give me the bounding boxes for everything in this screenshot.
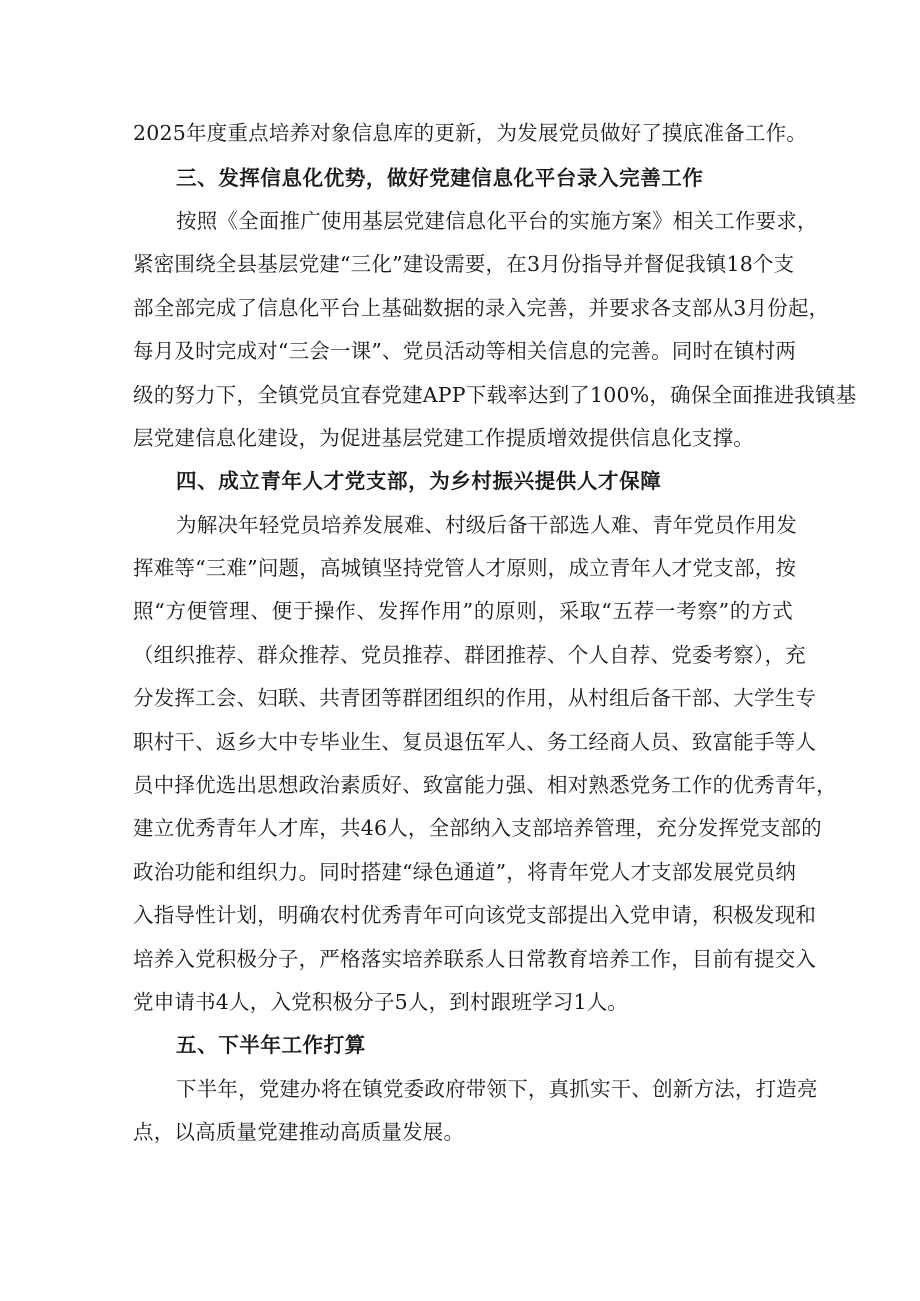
paragraph-line: 建立优秀青年人才库，共46人，全部纳入支部培养管理，充分发挥党支部的 — [133, 816, 822, 840]
paragraph-line: 政治功能和组织力。同时搭建“绿色通道”，将青年党人才支部发展党员纳 — [133, 860, 797, 884]
paragraph-line: 紧密围绕全县基层党建“三化”建设需要，在3月份指导并督促我镇18个支 — [133, 252, 795, 276]
paragraph-line: 为解决年轻党员培养发展难、村级后备干部选人难、青年党员作用发 — [176, 513, 797, 537]
paragraph-line: 入指导性计划，明确农村优秀青年可向该党支部提出入党申请，积极发现和 — [133, 903, 817, 927]
paragraph-line: 点，以高质量党建推动高质量发展。 — [133, 1120, 465, 1144]
paragraph-line: 部全部完成了信息化平台上基础数据的录入完善，并要求各支部从3月份起， — [133, 296, 830, 320]
paragraph-line: 照“方便管理、便于操作、发挥作用”的原则，采取“五荐一考察”的方式 — [133, 599, 793, 623]
paragraph-line: 下半年，党建办将在镇党委政府带领下，真抓实干、创新方法，打造亮 — [176, 1077, 818, 1101]
paragraph-line: 职村干、返乡大中专毕业生、复员退伍军人、务工经商人员、致富能手等人 — [133, 730, 817, 754]
paragraph-line: 级的努力下，全镇党员宜春党建APP下载率达到了100%，确保全面推进我镇基 — [133, 383, 857, 407]
paragraph-line: 挥难等“三难”问题，高城镇坚持党管人才原则，成立青年人才党支部，按 — [133, 556, 797, 580]
section-heading-5: 五、下半年工作打算 — [176, 1033, 366, 1057]
paragraph-line: 每月及时完成对“三会一课”、党员活动等相关信息的完善。同时在镇村两 — [133, 339, 797, 363]
paragraph-line: 2025年度重点培养对象信息库的更新，为发展党员做好了摸底准备工作。 — [133, 121, 807, 145]
paragraph-line: 培养入党积极分子，严格落实培养联系人日常教育培养工作，目前有提交入 — [133, 947, 817, 971]
paragraph-line: 按照《全面推广使用基层党建信息化平台的实施方案》相关工作要求， — [176, 209, 818, 233]
paragraph-line: 分发挥工会、妇联、共青团等群团组织的作用，从村组后备干部、大学生专 — [133, 686, 817, 710]
paragraph-line: 层党建信息化建设，为促进基层党建工作提质增效提供信息化支撑。 — [133, 426, 754, 450]
section-heading-4: 四、成立青年人才党支部，为乡村振兴提供人才保障 — [176, 469, 662, 493]
section-heading-3: 三、发挥信息化优势，做好党建信息化平台录入完善工作 — [176, 166, 704, 190]
paragraph-line: 党申请书4人，入党积极分子5人，到村跟班学习1人。 — [133, 990, 629, 1014]
paragraph-line: （组织推荐、群众推荐、党员推荐、群团推荐、个人自荐、党委考察），充 — [133, 643, 806, 667]
paragraph-line: 员中择优选出思想政治素质好、致富能力强、相对熟悉党务工作的优秀青年， — [133, 773, 837, 797]
